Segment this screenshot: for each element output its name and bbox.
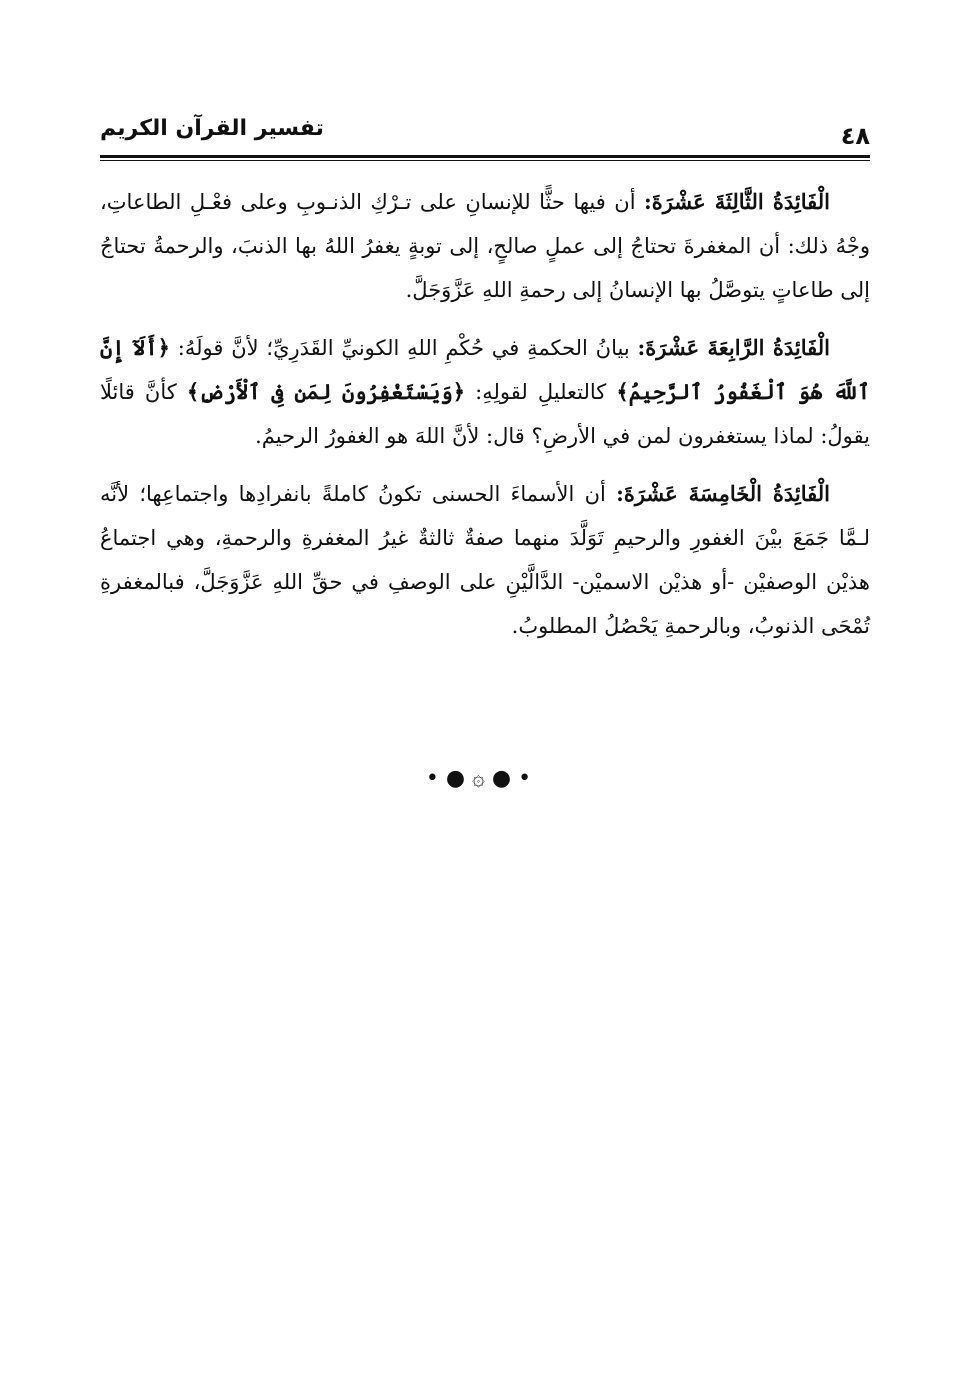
paragraph-text: كأنَّ قائلًا يقولُ: لماذا يستغفرون لمن في الأرضِ؟ قال: لأنَّ اللهَ هو الغفورُ الرحيمُ.	[100, 380, 870, 448]
benefit-title: الْفَائِدَةُ الثَّالِثَةَ عَشْرَةَ:	[644, 189, 830, 214]
page-header	[100, 108, 870, 158]
benefit-title: الْفَائِدَةُ الرَّابِعَةَ عَشْرَةَ:	[637, 335, 830, 360]
header-rule-thin	[100, 160, 870, 161]
paragraph-text: أن فيها حثًّا للإنسانِ على تـرْكِ الذنـوبِ وعلى فعْـلِ الطاعاتِ، وجْهُ ذلك: أن المغفرةَ تحتاجُ إلى عملٍ صالحٍ، إلى توبةٍ يغفرُ اللهُ بها الذنبَ، والرحمةُ تحتاجُ إلى طاعاتٍ يتوصَّلُ بها الإنسانُ إلى رحمةِ اللهِ عَزَّوَجَلَّ.	[100, 190, 870, 302]
paragraph-text: أن الأسماءَ الحسنى تكونُ كاملةً بانفرادِها واجتماعِها؛ لأنَّه لـمَّا جَمَعَ بيْنَ الغفورِ والرحيمِ تَوَلَّدَ منهما صفةٌ ثالثةٌ غيرُ المغفرةِ والرحمةِ، وهي اجتماعُ هذيْن الوصفيْن -أو هذيْن الاسميْن- الدَّالَّيْنِ على الوصفِ في حقِّ اللهِ عَزَّوَجَلَّ، فبالمغفرةِ تُمْحَى الذنوبُ، وبالرحمةِ يَحْصُلُ المطلوبُ.	[100, 482, 870, 638]
benefit-title: الْفَائِدَةُ الْخَامِسَةَ عَشْرَةَ:	[616, 481, 831, 506]
section-end-ornament: • ● ۞ ● •	[425, 766, 532, 791]
running-title: تفسير القرآن الكريم	[100, 116, 324, 141]
quran-verse: ﴿وَيَسْتَغْفِرُونَ لِمَن فِى ٱلْأَرْضِ﴾	[186, 379, 466, 404]
quran-verse: ﴿أَلَآ إِنَّ ٱللَّهَ هُوَ ٱلْغَفُورُ ٱلرَّحِيمُ﴾	[100, 335, 871, 404]
page-body	[100, 180, 870, 662]
page-number: ٤٨	[840, 122, 870, 150]
paragraph-text: كالتعليلِ لقولِهِ:	[475, 380, 607, 404]
header-rule	[100, 155, 870, 158]
paragraph-text: بيانُ الحكمةِ في حُكْمِ اللهِ الكونيِّ القَدَرِيِّ؛ لأنَّ قولَهُ:	[177, 336, 630, 360]
paragraph-benefit-13	[100, 180, 870, 312]
paragraph-benefit-14	[100, 326, 870, 458]
paragraph-benefit-15	[100, 472, 870, 648]
